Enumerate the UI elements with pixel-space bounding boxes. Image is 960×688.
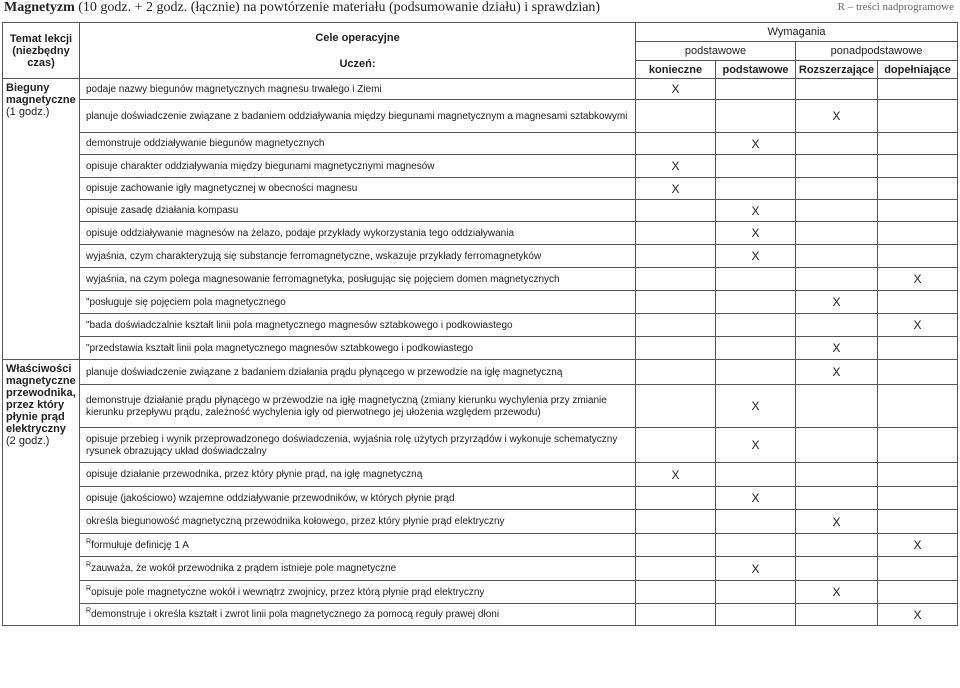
requirement-mark: X: [751, 249, 760, 263]
table-row: [3, 487, 958, 510]
goal-cell: [80, 245, 636, 268]
requirement-mark-cell: [796, 534, 878, 557]
requirement-mark-cell: [636, 385, 716, 428]
requirement-mark-cell: [716, 100, 796, 133]
requirement-mark-cell: [716, 463, 796, 487]
requirement-mark-cell: [636, 463, 716, 487]
topic-time: (2 godz.): [6, 435, 50, 447]
goal-cell: [80, 133, 636, 155]
requirement-mark-cell: [878, 133, 958, 155]
goal-text: opisuje zachowanie igły magnetycznej w obecności magnesu: [86, 183, 358, 194]
requirement-mark-cell: [878, 428, 958, 463]
requirement-mark: X: [751, 399, 760, 413]
goal-text: opisuje działanie przewodnika, przez który płynie prąd, na igłę magnetyczną: [86, 469, 423, 480]
requirement-mark-cell: [716, 291, 796, 314]
table-row: [3, 100, 958, 133]
goal-text: opisuje charakter oddziaływania między biegunami magnetycznymi magnesów: [86, 160, 435, 172]
requirement-mark: X: [751, 561, 760, 576]
requirement-mark-cell: [636, 268, 716, 291]
requirement-mark-cell: [636, 557, 716, 581]
goal-text: opisuje pole magnetyczne wokół i wewnątrz zwojnicy, przez którą płynie prąd elektryczny: [91, 586, 485, 598]
requirement-mark-cell: [796, 222, 878, 245]
requirement-mark-cell: [878, 557, 958, 581]
goal-cell: [80, 463, 636, 487]
goal-text: opisuje oddziaływanie magnesów na żelazo, podaje przykłady wykorzystania tego oddziaływania: [86, 227, 515, 239]
goal-cell: [80, 222, 636, 245]
goal-cell: [80, 268, 636, 291]
requirement-mark-cell: [716, 155, 796, 178]
table-row: [3, 428, 958, 463]
requirement-mark-cell: [878, 178, 958, 200]
requirement-mark-cell: [878, 222, 958, 245]
goal-text: opisuje przebieg i wynik przeprowadzonego doświadczenia, wyjaśnia rolę użytych przyrządów i wykonuje schematyczny rysunek obrazujący układ doświadczalny: [86, 433, 618, 457]
requirement-mark: X: [832, 341, 841, 355]
goal-text: formułuje definicję 1 A: [91, 539, 189, 551]
requirement-mark-cell: [716, 557, 796, 581]
extra-content-marker: R: [86, 585, 92, 593]
goal-cell: [80, 155, 636, 178]
header-level-complementary: dopełniające: [878, 61, 958, 79]
requirement-mark-cell: [636, 245, 716, 268]
requirement-mark-cell: [878, 79, 958, 100]
requirement-mark-cell: [878, 337, 958, 360]
requirement-mark-cell: [878, 360, 958, 385]
requirement-mark: X: [751, 226, 760, 240]
goal-text: demonstruje i określa kształt i zwrot linii pola magnetycznego za pomocą reguły prawej dłoni: [91, 609, 500, 620]
requirement-mark: X: [832, 585, 841, 599]
requirement-mark-cell: [796, 178, 878, 200]
requirement-mark: X: [751, 136, 760, 151]
requirement-mark-cell: [796, 314, 878, 337]
extra-content-marker: R: [86, 538, 92, 546]
requirement-mark-cell: [716, 222, 796, 245]
requirement-mark-cell: [716, 604, 796, 626]
table-row: [3, 178, 958, 200]
header-topic: Temat lekcji (niezbędny czas): [3, 23, 80, 79]
requirement-mark-cell: [796, 360, 878, 385]
extra-content-marker: R: [86, 561, 92, 569]
requirement-mark-cell: [878, 463, 958, 487]
requirement-mark-cell: [796, 337, 878, 360]
topic-time: (1 godz.): [6, 106, 50, 118]
requirements-table: [2, 22, 958, 626]
requirement-mark-cell: [796, 155, 878, 178]
requirement-mark-cell: [716, 581, 796, 604]
requirement-mark: X: [913, 272, 922, 286]
requirement-mark-cell: [796, 581, 878, 604]
goal-cell: [80, 79, 636, 100]
title-rest: (10 godz. + 2 godz. (łącznie) na powtórzenie materiału (podsumowanie działu) i sprawdzian): [74, 0, 601, 15]
table-row: [3, 314, 958, 337]
topic-name: Bieguny magnetyczne: [6, 82, 76, 106]
goal-text: "bada doświadczalnie kształt linii pola magnetycznego magnesów sztabkowego i podkowiastego: [86, 319, 513, 331]
requirement-mark: X: [751, 438, 760, 452]
requirement-mark-cell: [878, 487, 958, 510]
requirement-mark: X: [751, 491, 760, 505]
goal-cell: [80, 534, 636, 557]
table-row: [3, 200, 958, 222]
requirement-mark: X: [913, 538, 922, 552]
extra-content-marker: R: [86, 607, 92, 615]
goal-text: opisuje zasadę działania kompasu: [86, 205, 239, 216]
table-row: [3, 360, 958, 385]
table-row: [3, 604, 958, 626]
requirement-mark-cell: [636, 200, 716, 222]
requirement-mark-cell: [878, 291, 958, 314]
goal-cell: [80, 557, 636, 581]
requirement-mark-cell: [636, 155, 716, 178]
requirement-mark-cell: [636, 337, 716, 360]
requirement-mark-cell: [716, 268, 796, 291]
goal-cell: [80, 581, 636, 604]
requirement-mark-cell: [796, 245, 878, 268]
requirement-mark-cell: [716, 360, 796, 385]
requirement-mark-cell: [878, 510, 958, 534]
requirement-mark: X: [671, 467, 680, 482]
requirement-mark-cell: [878, 245, 958, 268]
goal-cell: [80, 291, 636, 314]
requirement-mark-cell: [796, 557, 878, 581]
requirement-mark: X: [832, 514, 841, 529]
header-goals-title: Cele operacyjne: [315, 31, 400, 44]
table-row: [3, 245, 958, 268]
goal-text: podaje nazwy biegunów magnetycznych magnesu trwałego i Ziemi: [86, 83, 382, 95]
requirement-mark-cell: [796, 79, 878, 100]
header-level-extended: Rozszerzające: [796, 61, 878, 79]
requirement-mark-cell: [636, 222, 716, 245]
goal-text: opisuje (jakościowo) wzajemne oddziaływanie przewodników, w których płynie prąd: [86, 492, 455, 504]
goal-cell: [80, 510, 636, 534]
goal-text: zauważa, że wokół przewodnika z prądem istnieje pole magnetyczne: [91, 563, 397, 574]
table-row: [3, 463, 958, 487]
header-goals-sub: Uczeń:: [339, 57, 376, 70]
goal-text: wyjaśnia, na czym polega magnesowanie ferromagnetyka, posługując się pojęciem domen magnetycznych: [86, 273, 560, 285]
requirement-mark: X: [671, 159, 680, 173]
requirement-mark-cell: [636, 428, 716, 463]
goal-cell: [80, 428, 636, 463]
goal-text: planuje doświadczenie związane z badaniem oddziaływania między biegunami magnetycznym a magnesami sztabkowymi: [86, 110, 628, 122]
requirement-mark: X: [671, 181, 680, 196]
requirement-mark-cell: [636, 79, 716, 100]
requirement-mark-cell: [878, 100, 958, 133]
requirement-mark: X: [913, 318, 922, 332]
requirement-mark-cell: [716, 510, 796, 534]
requirement-mark-cell: [796, 268, 878, 291]
requirement-mark-cell: [636, 291, 716, 314]
header-basic: podstawowe: [636, 42, 796, 61]
topic-cell: [3, 360, 80, 626]
requirement-mark-cell: [796, 291, 878, 314]
table-body: [3, 79, 958, 626]
requirement-mark-cell: [716, 245, 796, 268]
requirement-mark-cell: [716, 314, 796, 337]
requirement-mark-cell: [636, 133, 716, 155]
table-row: [3, 291, 958, 314]
requirement-mark-cell: [636, 487, 716, 510]
table-row: [3, 155, 958, 178]
goal-cell: [80, 200, 636, 222]
header-goals: [80, 23, 636, 79]
requirement-mark-cell: [716, 534, 796, 557]
goal-text: "przedstawia kształt linii pola magnetycznego magnesów sztabkowego i podkowiastego: [86, 342, 474, 354]
table-row: [3, 557, 958, 581]
goal-text: "posługuje się pojęciem pola magnetycznego: [86, 296, 286, 308]
requirement-mark-cell: [636, 534, 716, 557]
requirement-mark: X: [913, 607, 922, 622]
goal-cell: [80, 337, 636, 360]
requirement-mark-cell: [716, 200, 796, 222]
table-row: [3, 268, 958, 291]
table-row: [3, 385, 958, 428]
requirement-mark-cell: [796, 385, 878, 428]
table-row: [3, 534, 958, 557]
requirement-mark-cell: [796, 200, 878, 222]
topic-cell: [3, 79, 80, 360]
requirement-mark-cell: [878, 200, 958, 222]
table-row: [3, 337, 958, 360]
table-row: [3, 133, 958, 155]
goal-cell: [80, 178, 636, 200]
requirement-mark: X: [832, 365, 841, 379]
requirement-mark-cell: [878, 534, 958, 557]
document-header: [4, 0, 954, 16]
goal-text: planuje doświadczenie związane z badaniem działania prądu płynącego w przewodzie na igłę magnetyczną: [86, 366, 563, 378]
goal-text: wyjaśnia, czym charakteryzują się substancje ferromagnetyczne, wskazuje przykłady ferromagnetyków: [86, 250, 542, 262]
requirement-mark-cell: [716, 385, 796, 428]
table-row: [3, 510, 958, 534]
requirement-mark-cell: [716, 178, 796, 200]
requirement-mark: X: [671, 82, 680, 96]
requirement-mark-cell: [878, 268, 958, 291]
requirement-mark-cell: [878, 581, 958, 604]
legend-note: R – treści nadprogramowe: [837, 1, 954, 13]
requirement-mark-cell: [796, 487, 878, 510]
requirement-mark-cell: [716, 133, 796, 155]
requirement-mark-cell: [878, 155, 958, 178]
goal-cell: [80, 314, 636, 337]
requirement-mark-cell: [796, 100, 878, 133]
requirement-mark-cell: [636, 581, 716, 604]
goal-cell: [80, 385, 636, 428]
requirement-mark-cell: [636, 100, 716, 133]
goal-cell: [80, 604, 636, 626]
requirement-mark: X: [832, 109, 841, 123]
goal-cell: [80, 100, 636, 133]
header-level-necessary: konieczne: [636, 61, 716, 79]
goal-text: określa biegunowość magnetyczną przewodnika kołowego, przez który płynie prąd elektryczny: [86, 516, 505, 527]
requirement-mark-cell: [636, 314, 716, 337]
topic-name: Właściwości magnetyczne przewodnika, przez który płynie prąd elektryczny: [6, 363, 76, 435]
requirement-mark-cell: [878, 314, 958, 337]
document-title: [4, 0, 600, 16]
title-bold: Magnetyzm: [4, 0, 75, 15]
requirement-mark-cell: [716, 337, 796, 360]
requirement-mark-cell: [716, 487, 796, 510]
requirement-mark-cell: [878, 604, 958, 626]
goal-text: demonstruje oddziaływanie biegunów magnetycznych: [86, 138, 325, 149]
requirement-mark-cell: [796, 510, 878, 534]
requirement-mark-cell: [878, 385, 958, 428]
requirement-mark: X: [751, 203, 760, 218]
table-row: [3, 581, 958, 604]
goal-cell: [80, 487, 636, 510]
table-row: [3, 79, 958, 100]
requirement-mark-cell: [796, 133, 878, 155]
requirement-mark-cell: [636, 178, 716, 200]
header-above-basic: ponadpodstawowe: [796, 42, 958, 61]
requirement-mark-cell: [796, 463, 878, 487]
goal-text: demonstruje działanie prądu płynącego w przewodzie na igłę magnetyczną (zmiany kierunku wychylenia przy zmianie kierunku przepływu prądu, zależność wychylenia igły od pierwotnego jej ułożenia względem przewodu): [86, 394, 607, 418]
header-level-basic: podstawowe: [716, 61, 796, 79]
requirement-mark-cell: [636, 360, 716, 385]
requirement-mark: X: [832, 295, 841, 309]
goal-cell: [80, 360, 636, 385]
requirement-mark-cell: [636, 510, 716, 534]
table-row: [3, 222, 958, 245]
requirement-mark-cell: [636, 604, 716, 626]
requirement-mark-cell: [796, 428, 878, 463]
requirement-mark-cell: [796, 604, 878, 626]
requirement-mark-cell: [716, 79, 796, 100]
header-requirements: Wymagania: [636, 23, 958, 42]
requirement-mark-cell: [716, 428, 796, 463]
